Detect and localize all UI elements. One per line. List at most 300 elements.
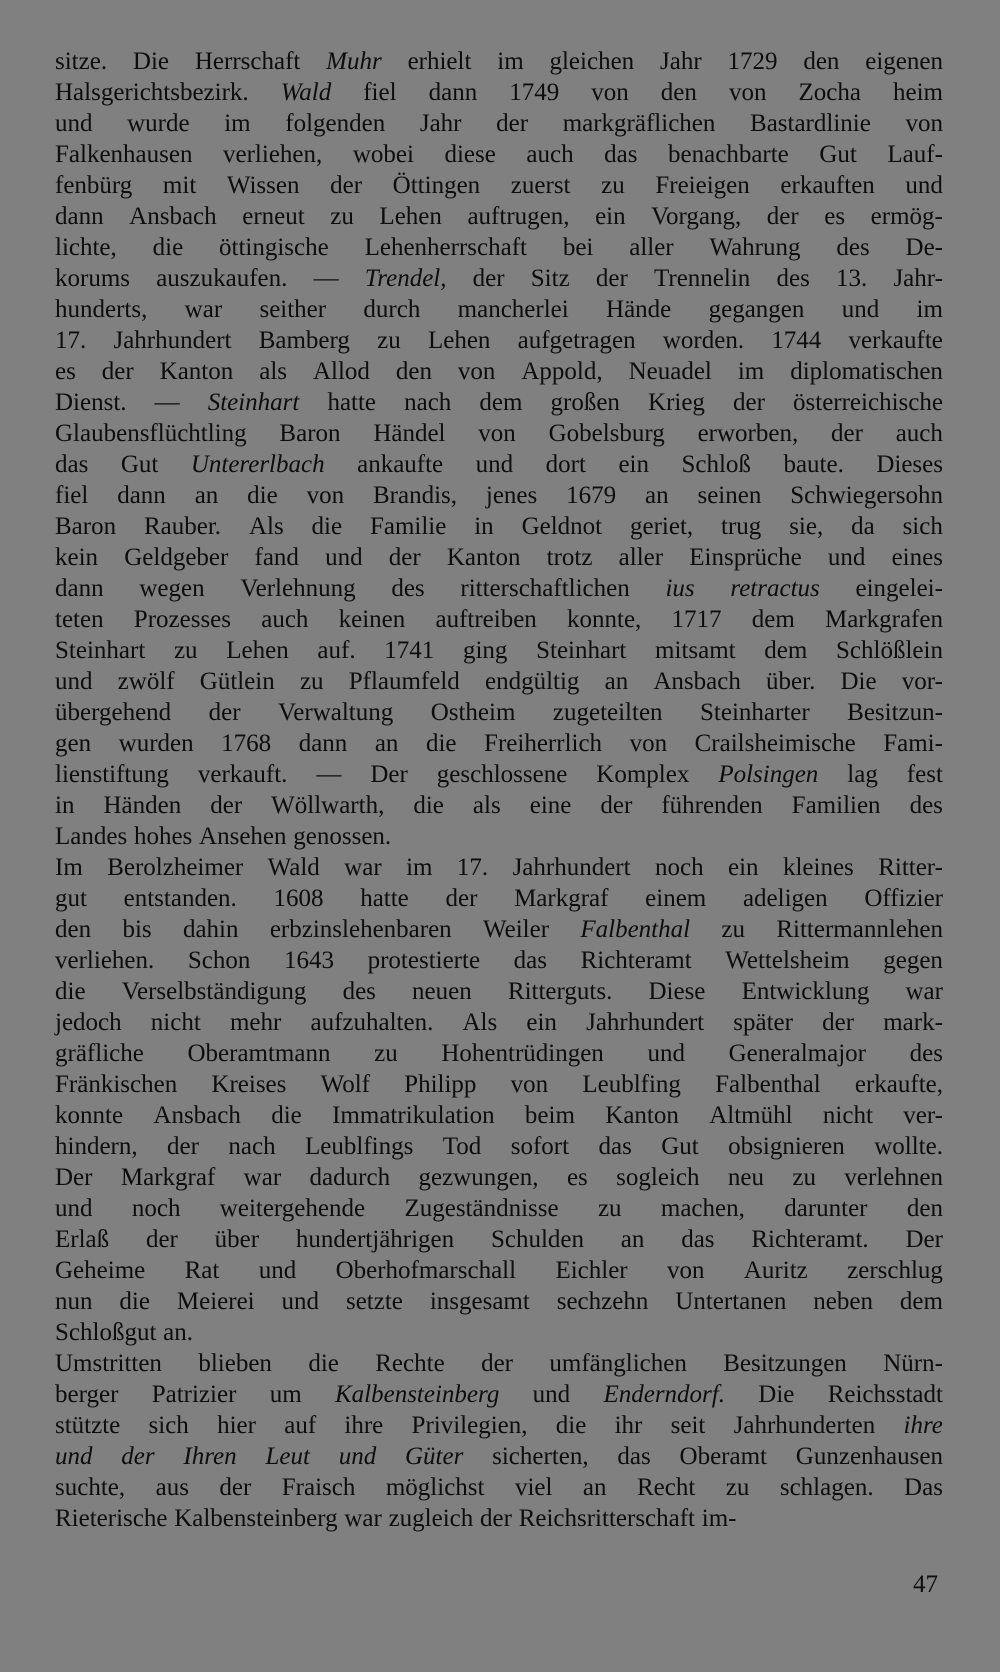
word: De- bbox=[905, 234, 943, 261]
text-line bbox=[55, 1224, 943, 1255]
word: Berolzheimer bbox=[107, 854, 244, 881]
word: — bbox=[154, 389, 180, 416]
word: aus bbox=[155, 1474, 189, 1501]
text-line bbox=[55, 46, 943, 77]
word: Händel bbox=[373, 420, 446, 447]
word: diplomatischen bbox=[790, 358, 943, 385]
word: an bbox=[645, 482, 669, 509]
word: der bbox=[167, 1133, 199, 1160]
word: Falbenthal bbox=[715, 1071, 821, 1098]
word: ging bbox=[462, 637, 508, 664]
word: Schlößlein bbox=[836, 637, 943, 664]
word: Besitzun- bbox=[847, 699, 943, 726]
word: des bbox=[391, 575, 425, 602]
italic-word: ius bbox=[665, 575, 695, 602]
word: Jahr bbox=[419, 110, 462, 137]
word: der bbox=[330, 172, 363, 199]
word: zu bbox=[299, 668, 324, 695]
word: Halsgerichtsbezirk. bbox=[55, 79, 249, 106]
word: Pflaumfeld bbox=[348, 668, 460, 695]
word: stützte bbox=[55, 1412, 121, 1439]
word: trug bbox=[721, 513, 762, 540]
word: Allod bbox=[312, 358, 370, 385]
word: des bbox=[776, 265, 810, 292]
word: protestierte bbox=[367, 947, 481, 974]
word: Landes bbox=[55, 823, 128, 850]
word: gezwungen, bbox=[418, 1164, 539, 1191]
word: Untertanen bbox=[675, 1288, 787, 1315]
word: und bbox=[55, 110, 93, 137]
word: Händen bbox=[103, 792, 182, 819]
text-line bbox=[55, 666, 943, 697]
word: zu bbox=[721, 916, 746, 943]
word: machen, bbox=[660, 1195, 745, 1222]
text-line bbox=[55, 1069, 943, 1100]
word: Gut bbox=[120, 451, 159, 478]
word: zu bbox=[330, 203, 354, 230]
word: übergehend bbox=[55, 699, 172, 726]
word: Brandis, bbox=[372, 482, 457, 509]
word: dahin bbox=[182, 916, 239, 943]
word: den bbox=[55, 916, 92, 943]
word: wurden bbox=[118, 730, 194, 757]
word: Krieg bbox=[648, 389, 705, 416]
word: — bbox=[313, 265, 339, 292]
word: Geldnot bbox=[521, 513, 603, 540]
italic-word: Falbenthal bbox=[580, 916, 691, 943]
italic-word: retractus bbox=[730, 575, 820, 602]
word: Offizier bbox=[864, 885, 943, 912]
word: der bbox=[445, 885, 478, 912]
word: Ritter- bbox=[878, 854, 943, 881]
word: Lehen bbox=[379, 203, 442, 230]
word: Besitzungen bbox=[723, 1350, 847, 1377]
word: jedoch bbox=[55, 1009, 122, 1036]
word: als bbox=[472, 792, 501, 819]
word: lichte, bbox=[55, 234, 117, 261]
word: sogleich bbox=[616, 1164, 700, 1191]
word: der bbox=[733, 389, 765, 416]
word: Kanton bbox=[446, 544, 521, 571]
word: und bbox=[55, 668, 93, 695]
word: beim bbox=[524, 1102, 575, 1129]
word: der bbox=[219, 1474, 252, 1501]
word: der bbox=[822, 1009, 855, 1036]
word: erworben, bbox=[697, 420, 799, 447]
word: Erlaß bbox=[55, 1226, 110, 1253]
word: dann bbox=[55, 575, 104, 602]
italic-word: Kalbensteinberg bbox=[334, 1381, 500, 1408]
word: Privilegien, bbox=[411, 1412, 528, 1439]
word: hohes bbox=[133, 823, 193, 850]
word: Hohentrüdingen bbox=[441, 1040, 604, 1067]
word: über bbox=[214, 1226, 260, 1253]
page-number: 47 bbox=[913, 1571, 938, 1598]
word: Richteramt. bbox=[751, 1226, 869, 1253]
word: neuen bbox=[412, 978, 472, 1005]
word: 1741 bbox=[384, 637, 435, 664]
word: und bbox=[827, 544, 866, 571]
text-line bbox=[55, 1100, 943, 1131]
word: und bbox=[841, 296, 880, 323]
word: Neuadel bbox=[628, 358, 712, 385]
word: 1608 bbox=[273, 885, 324, 912]
word: gräfliche bbox=[55, 1040, 144, 1067]
word: Diese bbox=[648, 978, 706, 1005]
word: aller bbox=[618, 544, 664, 571]
word: hatte bbox=[327, 389, 377, 416]
italic-word: Polsingen bbox=[718, 761, 819, 788]
word: kein bbox=[55, 544, 99, 571]
word: der bbox=[481, 1350, 513, 1377]
word: war bbox=[243, 1164, 282, 1191]
word: der bbox=[766, 203, 799, 230]
text-line bbox=[55, 790, 943, 821]
word: Oberhofmarschall bbox=[335, 1257, 517, 1284]
word: Generalmajor bbox=[728, 1040, 866, 1067]
word: 13. bbox=[836, 265, 868, 292]
word: Rat bbox=[184, 1257, 220, 1284]
italic-word: Ihren bbox=[183, 1443, 237, 1470]
word: auch bbox=[526, 141, 574, 168]
italic-word: Enderndorf. bbox=[603, 1381, 725, 1408]
word: führenden bbox=[661, 792, 763, 819]
word: Richteramt bbox=[580, 947, 692, 974]
word: an bbox=[582, 1474, 607, 1501]
word: Gut bbox=[661, 1133, 699, 1160]
word: Schon bbox=[187, 947, 251, 974]
word: Hände bbox=[606, 296, 672, 323]
word: an bbox=[194, 482, 219, 509]
word: österreichische bbox=[793, 389, 943, 416]
body-text bbox=[55, 46, 943, 1534]
word: auf bbox=[284, 1412, 317, 1439]
word: von bbox=[629, 730, 668, 757]
word: nun bbox=[55, 1288, 93, 1315]
word: insgesamt bbox=[429, 1288, 530, 1315]
word: worden. bbox=[662, 327, 745, 354]
word: es bbox=[824, 203, 846, 230]
word: markgräflichen bbox=[562, 110, 716, 137]
word: Steinhart bbox=[536, 637, 627, 664]
word: das bbox=[598, 1133, 632, 1160]
word: hatte bbox=[360, 885, 409, 912]
word: nicht bbox=[150, 1009, 201, 1036]
word: dann bbox=[55, 203, 104, 230]
word: sechzehn bbox=[556, 1288, 649, 1315]
word: Gut bbox=[819, 141, 857, 168]
word: Gunzenhausen bbox=[795, 1443, 943, 1470]
word: erneut bbox=[242, 203, 305, 230]
word: der bbox=[480, 1505, 512, 1532]
text-line bbox=[55, 108, 943, 139]
word: viel bbox=[514, 1474, 553, 1501]
word: Zugeständnisse bbox=[404, 1195, 559, 1222]
italic-word: Untererlbach bbox=[190, 451, 325, 478]
word: geschlossene bbox=[436, 761, 568, 788]
word: Zocha bbox=[798, 79, 861, 106]
word: eingelei- bbox=[855, 575, 943, 602]
word: Der bbox=[370, 761, 408, 788]
text-line bbox=[55, 77, 943, 108]
word: hundertjährigen bbox=[295, 1226, 455, 1253]
word: Umstritten bbox=[55, 1350, 162, 1377]
word: sicherten, bbox=[492, 1443, 589, 1470]
word: Gütlein bbox=[199, 668, 275, 695]
word: bis bbox=[122, 916, 152, 943]
word: Ansehen bbox=[199, 823, 287, 850]
word: blieben bbox=[198, 1350, 272, 1377]
word: 17. bbox=[55, 327, 87, 354]
word: Geheime bbox=[55, 1257, 146, 1284]
word: Lehen bbox=[427, 327, 491, 354]
word: weitergehende bbox=[219, 1195, 366, 1222]
word: Geldgeber bbox=[124, 544, 229, 571]
word: Oberamtmann bbox=[187, 1040, 331, 1067]
word: der bbox=[600, 792, 633, 819]
word: Nürn- bbox=[883, 1350, 943, 1377]
word: fiel bbox=[55, 482, 89, 509]
word: Verselbständigung bbox=[121, 978, 307, 1005]
word: Ansbach bbox=[653, 668, 741, 695]
word: dadurch bbox=[309, 1164, 391, 1191]
word: Bamberg bbox=[258, 327, 350, 354]
word: aller bbox=[629, 234, 674, 261]
word: 1717 bbox=[671, 606, 722, 633]
word: die bbox=[55, 978, 86, 1005]
text-line bbox=[55, 759, 943, 790]
word: mancherlei bbox=[457, 296, 569, 323]
word: bei bbox=[562, 234, 594, 261]
word: in bbox=[474, 513, 494, 540]
word: seinen bbox=[697, 482, 762, 509]
text-line bbox=[55, 914, 943, 945]
word: fenbürg bbox=[55, 172, 133, 199]
word: es bbox=[566, 1164, 588, 1191]
word: suchte, bbox=[55, 1474, 126, 1501]
word: gegen bbox=[883, 947, 943, 974]
text-line bbox=[55, 1038, 943, 1069]
word: Rieterische bbox=[55, 1505, 168, 1532]
word: Ritterguts. bbox=[507, 978, 613, 1005]
text-line bbox=[55, 697, 943, 728]
word: Familie bbox=[369, 513, 447, 540]
word: auftrugen, bbox=[467, 203, 570, 230]
word: zuerst bbox=[510, 172, 571, 199]
word: die bbox=[311, 513, 343, 540]
word: des bbox=[342, 978, 376, 1005]
text-line bbox=[55, 945, 943, 976]
word: zerschlug bbox=[847, 1257, 943, 1284]
word: 1749 bbox=[509, 79, 560, 106]
word: gleichen bbox=[549, 48, 635, 75]
word: jenes bbox=[485, 482, 538, 509]
word: den bbox=[395, 358, 432, 385]
word: des bbox=[836, 234, 870, 261]
word: zu bbox=[792, 1164, 816, 1191]
word: den bbox=[660, 79, 697, 106]
word: im bbox=[497, 48, 524, 75]
word: der bbox=[831, 420, 863, 447]
text-line bbox=[55, 604, 943, 635]
word: ein bbox=[728, 854, 759, 881]
word: und bbox=[905, 172, 943, 199]
text-line bbox=[55, 263, 943, 294]
word: der bbox=[496, 110, 529, 137]
word: öttingische bbox=[219, 234, 329, 261]
word: Wolf bbox=[320, 1071, 370, 1098]
word: Gobelsburg bbox=[548, 420, 665, 447]
word: Wahrung bbox=[709, 234, 801, 261]
word: die bbox=[413, 792, 444, 819]
italic-word: Trendel, bbox=[364, 265, 447, 292]
word: Der bbox=[905, 1226, 943, 1253]
word: das bbox=[513, 947, 547, 974]
word: ritterschaftlichen bbox=[460, 575, 630, 602]
word: ihre bbox=[344, 1412, 384, 1439]
word: auch bbox=[895, 420, 943, 447]
word: heim bbox=[892, 79, 943, 106]
word: Kreises bbox=[211, 1071, 287, 1098]
word: dem bbox=[764, 637, 808, 664]
word: Fami- bbox=[883, 730, 943, 757]
word: Jahrhunderten bbox=[733, 1412, 876, 1439]
word: zu bbox=[173, 637, 198, 664]
italic-word: Wald bbox=[280, 79, 332, 106]
word: Weiler bbox=[483, 916, 550, 943]
word: Sitz bbox=[530, 265, 570, 292]
text-line bbox=[55, 1193, 943, 1224]
word: an bbox=[374, 730, 399, 757]
word: Bastardlinie bbox=[750, 110, 871, 137]
text-line bbox=[55, 418, 943, 449]
word: vor- bbox=[901, 668, 943, 695]
word: im- bbox=[701, 1505, 737, 1532]
word: adeligen bbox=[742, 885, 828, 912]
italic-word: und bbox=[338, 1443, 377, 1470]
word: Lauf- bbox=[887, 141, 943, 168]
word: verliehen. bbox=[55, 947, 155, 974]
word: 1643 bbox=[283, 947, 334, 974]
word: setzte bbox=[345, 1288, 403, 1315]
word: geriet, bbox=[629, 513, 694, 540]
word: Leublfing bbox=[582, 1071, 681, 1098]
text-line bbox=[55, 1379, 943, 1410]
text-line bbox=[55, 294, 943, 325]
word: an bbox=[604, 668, 629, 695]
word: Steinhart bbox=[55, 637, 146, 664]
word: die bbox=[555, 1412, 587, 1439]
text-line bbox=[55, 139, 943, 170]
word: zu bbox=[601, 172, 625, 199]
text-line bbox=[55, 728, 943, 759]
word: mitsamt bbox=[655, 637, 736, 664]
word: Komplex bbox=[596, 761, 690, 788]
word: nicht bbox=[822, 1102, 873, 1129]
word: des bbox=[909, 792, 943, 819]
word: Tod bbox=[442, 1133, 482, 1160]
word: Vorgang, bbox=[651, 203, 742, 230]
word: Rittermannlehen bbox=[776, 916, 943, 943]
word: zu bbox=[377, 327, 401, 354]
word: eines bbox=[891, 544, 943, 571]
word: neben bbox=[813, 1288, 873, 1315]
word: trotz bbox=[546, 544, 593, 571]
word: zwölf bbox=[117, 668, 175, 695]
text-line bbox=[55, 1348, 943, 1379]
word: eine bbox=[529, 792, 572, 819]
word: die bbox=[152, 234, 184, 261]
word: dort bbox=[545, 451, 586, 478]
word: eigenen bbox=[865, 48, 943, 75]
word: Prozesses bbox=[133, 606, 232, 633]
word: war bbox=[905, 978, 943, 1005]
text-line bbox=[55, 170, 943, 201]
word: als bbox=[259, 358, 287, 385]
word: Auritz bbox=[743, 1257, 808, 1284]
word: und bbox=[475, 451, 514, 478]
word: einem bbox=[645, 885, 707, 912]
word: aufzuhalten. bbox=[310, 1009, 434, 1036]
word: Lehenherrschaft bbox=[364, 234, 527, 261]
word: verlehnen bbox=[844, 1164, 943, 1191]
word: Jahrhundert bbox=[113, 327, 232, 354]
word: dann bbox=[428, 79, 478, 106]
word: der bbox=[210, 792, 243, 819]
word: Verwaltung bbox=[278, 699, 394, 726]
word: verkaufte bbox=[848, 327, 943, 354]
word: 1744 bbox=[771, 327, 822, 354]
word: ein bbox=[595, 203, 626, 230]
word: teten bbox=[55, 606, 104, 633]
word: Crailsheimische bbox=[694, 730, 856, 757]
italic-word: ihre bbox=[903, 1412, 943, 1439]
word: hier bbox=[217, 1412, 256, 1439]
word: Im bbox=[55, 854, 83, 881]
text-line bbox=[55, 511, 943, 542]
word: schlagen. bbox=[779, 1474, 874, 1501]
word: 1729 bbox=[727, 48, 778, 75]
word: Meierei bbox=[176, 1288, 255, 1315]
italic-word: und bbox=[55, 1443, 93, 1470]
text-line bbox=[55, 1472, 943, 1503]
word: von bbox=[667, 1257, 705, 1284]
word: Markgraf bbox=[120, 1164, 216, 1191]
word: möglichst bbox=[385, 1474, 485, 1501]
word: im bbox=[916, 296, 943, 323]
word: mit bbox=[162, 172, 197, 199]
word: da bbox=[851, 513, 875, 540]
word: seither bbox=[259, 296, 327, 323]
word: Wissen bbox=[226, 172, 300, 199]
text-line bbox=[55, 852, 943, 883]
word: im bbox=[224, 110, 251, 137]
word: benachbarte bbox=[668, 141, 789, 168]
word: noch bbox=[655, 854, 704, 881]
word: des bbox=[909, 1040, 943, 1067]
word: zugleich bbox=[388, 1505, 474, 1532]
word: sitze. bbox=[55, 48, 108, 75]
text-line bbox=[55, 635, 943, 666]
paragraph bbox=[55, 46, 943, 852]
word: die bbox=[247, 482, 278, 509]
word: Philipp bbox=[404, 1071, 477, 1098]
word: Dieses bbox=[876, 451, 943, 478]
text-line bbox=[55, 883, 943, 914]
word: Falkenhausen bbox=[55, 141, 193, 168]
word: die bbox=[308, 1350, 339, 1377]
word: auszukaufen. bbox=[156, 265, 288, 292]
